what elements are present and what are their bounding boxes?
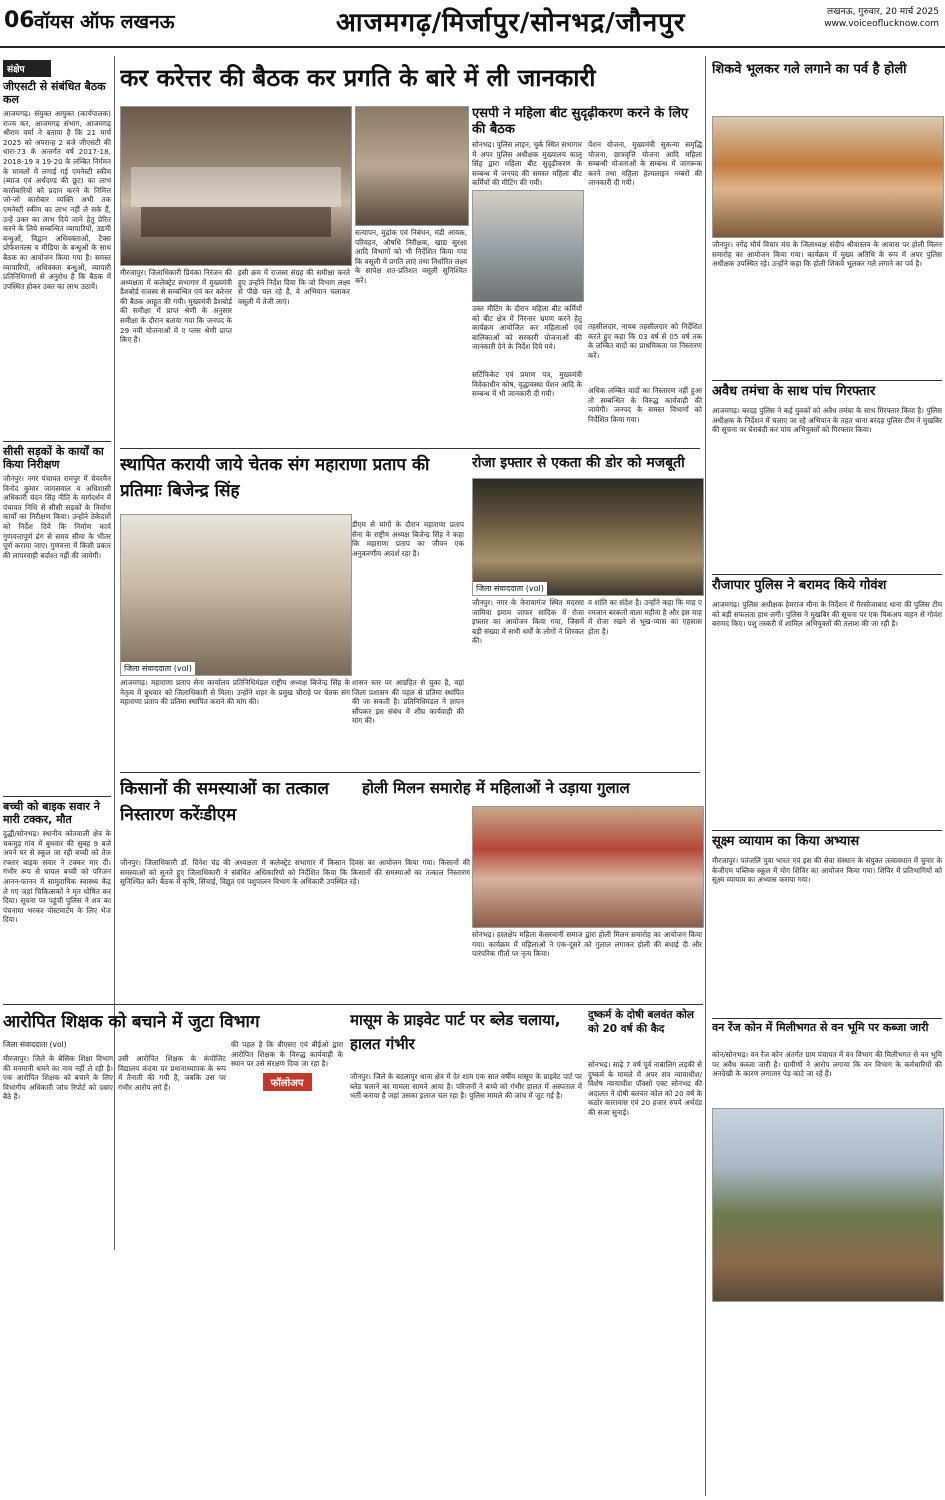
lead-text1: मीरजापुर। जिलाधिकारी प्रियंका निरंजन की अध्यक्षता में कलेक्ट्रेट सभागार में मुख्यमंत्री डैशबोर्ड राजस्व से सम्बन्धित एवं कर करेत्तर की बैठक आहूत की गयी। मुख्यमंत्री डैशबोर्ड की समीक्षा में प्राप्त श्रेणी के अनुसार समीक्षा के दौरान बताया गया कि जनपद के 29 नयी योजनाओं में ए प्लस श्रेणी प्राप्त किए हैं। [120,268,232,345]
lead-headline: कर करेत्तर की बैठक कर प्रगति के बारे में ली जानकारी [120,64,596,92]
teacher-text1: मीरजापुर। जिले के बेसिक शिक्षा विभाग की मनमानी थमने का नाम नहीं ले रही है। एक आरोपित शिक्षक को बचाने के लिए विभागीय अधिकारी जांच रिपोर्ट को दबाए बैठे हैं। [3,1054,113,1102]
right-story3-text-col [712,600,942,826]
right-story4-text: मीरजापुर। पतंजलि युवा भारत एवं इस की सेवा संस्थान के संयुक्त तत्वावधान में चुनार के केजीएम पब्लिक स्कूल में योग शिविर का आयोजन किया गया। शिविर में प्रतिभागियों को सूक्ष्म व्यायाम का अभ्यास कराया गया। [712,856,942,885]
right-story4-text-col [712,856,942,1014]
right-story5-extra [712,1304,942,1494]
brief1-title: जीएसटी से संबंधित बैठक कल [3,80,106,106]
section-label: संक्षेप [3,60,51,77]
beat-text-col1 [472,140,582,188]
beat-headline: एसपी ने महिला बीट सुदृढ़ीकरण करने के लिए की बैठक [472,106,689,137]
masoom-text-col [350,1072,582,1494]
masoom-text: जौनपुर। जिले के बदलापुर थाना क्षेत्र में देर शाम एक सात वर्षीय मासूम के प्राइवेट पार्ट पर ब्लेड चलाने का मामला सामने आया है। परिजनों ने बच्चे को गंभीर हालत में अस्पताल में भर्ती कराया है जहां उसका इलाज चल रहा है। पुलिस मामले की जांच में जुट गई है। [350,1072,582,1101]
lead-text-col2 [238,268,350,446]
right-story5-text-col [712,1050,942,1106]
right-story2-text-col [712,406,942,570]
page-number: 06 [4,8,35,33]
lead-text-col1 [120,268,232,446]
region-title: आजमगढ़/मिर्जापुर/सोनभद्र/जौनपुर [336,8,686,38]
holi-photo [472,806,704,928]
roza-text-col1 [472,598,584,770]
right-story1-text-col [712,240,942,376]
website: www.voiceoflucknow.com [824,19,939,29]
beat-text5: तहसीलदार, नायब तहसीलदार को निर्देशित करते हुए कहा कि 03 वर्ष से 05 वर्ष तक के लम्बित वादों का प्राथमिकता पर निस्तारण करें। [588,322,702,360]
right-story1-headline: शिकवे भूलकर गले लगाने का पर्व है होली [712,62,907,77]
farmer-text: जौनपुर। जिलाधिकारी डॉ. दिनेश चंद्र की अध्यक्षता में कलेक्ट्रेट सभागार में किसान दिवस का आयोजन किया गया। किसानों की समस्याओं को सुनते हुए जिलाधिकारी ने संबंधित अधिकारियों को निर्देशित किया कि किसानों की समस्याओं का तत्काल निस्तारण सुनिश्चित करें। बैठक में कृषि, सिंचाई, विद्युत एवं पशुपालन विभाग के अधिकारी उपस्थित रहे। [120,858,470,887]
holi-text-col [472,930,702,1000]
dushkarm-headline: दुष्कर्म के दोषी बलवंत कोल को 20 वर्ष की कैद [588,1009,695,1035]
brief3-text: दुद्धी/सोनभद्र। स्थानीय कोतवाली क्षेत्र के चकमुड़ गांव में बुधवार की सुबह 9 बजे अपने घर से स्कूल जा रही बच्ची को तेज रफ्तार बाइक सवार ने टक्कर मार दी। गंभीर रूप से घायल बच्ची को परिजन आनन-फानन में सामुदायिक स्वास्थ्य केंद्र ले गए जहां चिकित्सकों ने मृत घोषित कर दिया। सूचना पर पहुंची पुलिस ने शव का पंचनामा भरकर पोस्टमार्टम के लिए भेज दिया। [3,829,111,925]
roza-text1: जौनपुर। नगर के केरावागंज स्थित मदरसा जामिया इमाम जाफर सादिक में रोजा इफ्तार का आयोजन किया गया, जिसमें बड़ी संख्या में सभी धर्मों के लोगों ने शिरकत की। [472,598,584,646]
rana-text1: डीएम से मांगों के दौरान महाराणा प्रताप सेना के राष्ट्रीय अध्यक्ष बिजेन्द्र सिंह ने कहा कि महाराणा प्रताप का जीवन एक अनुकरणीय आदर्श रहा है। [352,520,464,558]
rana-text-col3 [352,678,464,770]
rana-photo-label: जिला संवाददाता (vol) [121,662,195,675]
lead-text-col3 [355,228,467,446]
lead-text2: सत्यापन, मुद्रांक एवं निबंधन, मंडी आयक, परिवहन, औषधि निरीक्षक, खाद्य सुरक्षा आदि विभागों को भी निर्देशित किया गया कि वसूली में प्रगति लाएं तथा निर्धारित लक्ष्य के सापेक्ष शत-प्रतिशत वसूली सुनिश्चित करें। [355,228,467,285]
dushkarm-text: सोनभद्र। साढ़े 7 वर्ष पूर्व नाबालिग लड़की से दुष्कर्म के मामले में अपर सत्र न्यायाधीश/विशेष न्यायाधीश पॉक्सो एक्ट सोनभद्र की अदालत ने दोषी बलवंत कोल को 20 वर्ष के कठोर कारावास एवं 20 हजार रुपये अर्थदंड की सजा सुनाई। [588,1060,702,1117]
brief3-title: बच्ची को बाइक सवार ने मारी टक्कर, मौत [3,796,111,826]
follow-up-badge: फॉलोअप [263,1073,312,1091]
paper-name: वॉयस ऑफ लखनऊ [34,11,175,33]
beat-text3: उक्त मीटिंग के दौरान महिला बीट कर्मियों को बीट क्षेत्र में निरन्तर भ्रमण करने हेतु कार्यक्रम आयोजित कर महिलाओं एवं बालिकाओं को सरकारी योजनाओं की जानकारी देने के निर्देश दिये गये। [472,304,582,352]
beat-photo [472,190,584,302]
right-story4-headline: सूक्ष्म व्यायाम का किया अभ्यास [712,830,942,855]
lead-photo [120,106,352,266]
beat-text1: सोनभद्र। पुलिस लाइन, चुर्क स्थित सभागार में अपर पुलिस अधीक्षक मुख्यालय कालू सिंह द्वारा महिला बीट सुदृढ़ीकरण के सम्बन्ध में जनपद की समस्त महिला बीट कर्मियों की मीटिंग की गयी। [472,140,582,188]
teacher-text2: उसी आरोपित शिक्षक के कंपोजिट विद्यालय कंदवा पर प्रधानाध्यापक के रूप में तैनाती की गयी है, जबकि उस पर गंभीर आरोप लगे हैं। [118,1054,226,1092]
masthead [0,0,945,48]
masoom-headline: मासूम के प्राइवेट पार्ट पर ब्लेड चलाया, हालत गंभीर [350,1011,561,1053]
rana-text2: आजमगढ़। महाराणा प्रताप सेना कार्यालय प्रतिनिधिमंडल राष्ट्रीय अध्यक्ष बिजेन्द्र सिंह के नेतृत्व में बुधवार को जिलाधिकारी से मिला। उन्होंने शहर के प्रमुख चौराहे पर चेतक संग महाराणा प्रताप की प्रतिमा स्थापित कराने की मांग की। [120,678,350,707]
beat-text-col5 [588,322,702,382]
beat-text4: सर्टिफिकेट एवं प्रमाण पत्र, मुख्यमंत्री विवेकाधीन कोष, वृद्धावस्था पेंशन आदि के सम्बन्ध में भी जानकारी दी गयी। [472,370,582,399]
rana-headline: स्थापित करायी जाये चेतक संग महाराणा प्रताप की प्रतिमाः बिजेन्द्र सिंह [120,455,430,501]
roza-photo-label: जिला संवाददाता (vol) [473,582,547,595]
right-story5-headline: वन रेंज कोन में मिलीभगत से वन भूमि पर कब्जा जारी [712,1018,942,1051]
beat-text-col4 [472,370,582,446]
right-story3-text: आजमगढ़। पुलिस अधीक्षक हेमराज मीना के निर्देशन में गैरसोजाबाद थाना की पुलिस टीम को बड़ी सफलता हाथ लगी। पुलिस ने मुखबिर की सूचना पर एक पिकअप वाहन से गोवंश बरामद किए। पशु तस्करी में शामिल अभियुक्तों की तलाश की जा रही है। [712,600,942,629]
farmer-headline: किसानों की समस्याओं का तत्काल निस्तारण करेंःडीएम [120,779,329,825]
right-story3-headline: रौजापार पुलिस ने बरामद किये गोवंश [712,574,942,599]
teacher-photo-label: जिला संवाददाता (vol) [3,1040,67,1049]
holi-text: सोनभद्र। हस्तक्षेप महिला केसरवानी समाज द्वारा होली मिलन समारोह का आयोजन किया गया। कार्यक्रम में महिलाओं ने एक-दूसरे को गुलाल लगाकर होली की बधाई दी और पारंपरिक गीतों पर नृत्य किया। [472,930,702,959]
dushkarm-text-col [588,1060,702,1494]
teacher-text-col1 [3,1054,113,1494]
rana-text3: शासन स्तर पर आग्रहित से चुका है, वहां जिला प्रशासन की पहल से प्रतिमा स्थापित की जा सकती है। प्रतिनिधिमंडल ने ज्ञापन सौंपकर इस संबंध में शीघ्र कार्यवाही की मांग की। [352,678,464,726]
roza-photo [472,478,704,596]
farmer-text-col [120,858,470,998]
roza-text2: व शांति का संदेश है। उन्होंने कहा कि माह ए रमजान बरकतों वाला महीना है और इस माह में रोजा रखने से भूख-प्यास का एहसास होता है। [588,598,702,636]
right-story1-text: जौनपुर। नगेंद्र मौर्य विचार मंच के जिलाध्यक्ष संदीप श्रीवास्तव के आवास पर होली मिलन समारोह का आयोजन किया गया। कार्यक्रम में मुख्य अतिथि के रूप में अपर पुलिस अधीक्षक उपस्थित रहे। उन्होंने कहा कि होली शिकवे भूलकर गले लगाने का पर्व है। [712,240,942,269]
teacher-headline: आरोपित शिक्षक को बचाने में जुटा विभाग [3,1012,260,1032]
right-story2-headline: अवैध तमंचा के साथ पांच गिरफ्तार [712,380,942,405]
beat-text-col6 [588,386,702,446]
beat-text-col2 [588,140,702,318]
date: लखनऊ, गुरुवार, 20 मार्च 2025 [827,7,939,17]
roza-headline: रोजा इफ्तार से एकता की डोर को मजबूती [472,455,685,471]
lead-text3: इसी क्रम में राजस्व संग्रह की समीक्षा करते हुए उन्होंने निर्देश दिया कि जो विभाग लक्ष्य से पीछे चल रहे हैं, वे अभियान चलाकर वसूली में तेजी लाएं। [238,268,350,306]
rana-text-col2 [120,678,350,770]
right-story1-photo [712,116,944,238]
teacher-text-col2 [118,1054,226,1494]
rana-photo [120,514,352,676]
beat-text6: अधिक लम्बित वादों का निस्तारण नहीं हुआ तो सम्बन्धित के विरुद्ध कार्यवाही की जायेगी। जनपद के समस्त विभागों को निर्देशित किया गया। [588,386,702,424]
right-story2-text: आजमगढ़। बरदह पुलिस ने कई युवकों को अवैध तमंचा के साथ गिरफ्तार किया है। पुलिस अधीक्षक के निर्देशन में चलाए जा रहे अभियान के तहत थाना बरदह पुलिस टीम ने मुखबिर की सूचना पर घेराबंदी कर पांच अभियुक्तों को गिरफ्तार किया। [712,406,942,435]
dateline [824,6,939,30]
teacher-text3: की पहल है कि बीएसए एवं बीईओ द्वारा आरोपित शिक्षक के विरुद्ध कार्यवाही के स्थान पर उसे संरक्षण दिया जा रहा है। [231,1040,343,1069]
brief2-text: जौनपुर। नगर पंचायत रामपुर में चेयरमैन विनोद कुमार जायसवाल व अधिशासी अधिकारी चंदन सिंह नीति के मार्गदर्शन में पंचायत निधि से सीसी सड़कों के निर्माण कार्यों का निरीक्षण किया। उन्होंने ठेकेदारों को निर्देश दिये कि निर्माण कार्य गुणवत्तापूर्ण ढंग से समय सीमा के भीतर पूर्ण कराया जाए। गुणवत्ता में किसी प्रकार की लापरवाही बर्दाश्त नहीं की जायेगी। [3,474,111,560]
holi-headline: होली मिलन समारोह में महिलाओं ने उड़ाया गुलाल [362,779,630,797]
brief1-text: आजमगढ़। संयुक्त आयुक्त (कार्यपालक) राज्य कर, आजमगढ़ संभाग, आजमगढ़ श्रीराम वर्मा ने बताया है कि 21 मार्च 2025 को अपरान्ह 2 बजे जीएसटी की धारा-73 के अन्तर्गत वर्ष 2017-18, 2018-19 व 19-20 के लम्बित निर्गमन के मामलों में लगाई गई एमनेस्टी स्कीम (ब्याज एवं अर्थदण्ड की छूट) का लाभ कारोबारियों को प्रदान करने के निमित्त जो-जो कारोबार व्यक्ति अभी तक एमनेस्टी स्कीम का लाभ नहीं ले सके हैं, उन्हें उक्त का लाभ दिये जाने हेतु प्रेरित करने के लिये सम्बन्धित व्यापारियों, उद्यमी बन्धुओं, विद्वान अधिवक्ताओं, टैक्स प्रोफेशनल्स व मीडिया के बन्धुओं के साथ बैठक का आयोजन किया गया है। समस्त व्यापारियों, अधिवक्ता बन्धुओं, व्यापारी प्रतिनिधिगणों से अनुरोध है कि बैठक में उपस्थित होकर उक्त का लाभ उठायें। [3,109,111,291]
lead-photo2 [355,106,469,226]
brief2-title: सीसी सड़कों के कार्यों का किया निरीक्षण [3,441,111,471]
right-story5-text: कोन/सोनभद्र। वन रेंज कोन अंतर्गत ग्राम पंचायत में वन विभाग की मिलीभगत से वन भूमि पर अवैध कब्जा जारी है। ग्रामीणों ने आरोप लगाया कि वन विभाग के कर्मचारियों की अनदेखी के कारण लगातार पेड़ काटे जा रहे हैं। [712,1050,942,1079]
right-story5-photo [712,1108,944,1302]
teacher-text-col3 [231,1040,343,1494]
beat-text2: पेंशन योजना, मुख्यमंत्री सुकन्या समृद्धि योजना, छात्रवृत्ति योजना आदि महिला सम्बन्धी योजनाओं के सम्बन्ध में जागरूक करने तथा महिला हेल्पलाइन नम्बरों की जानकारी दी गयी। [588,140,702,188]
rana-text-col1 [352,520,464,674]
roza-text-col2 [588,598,702,770]
